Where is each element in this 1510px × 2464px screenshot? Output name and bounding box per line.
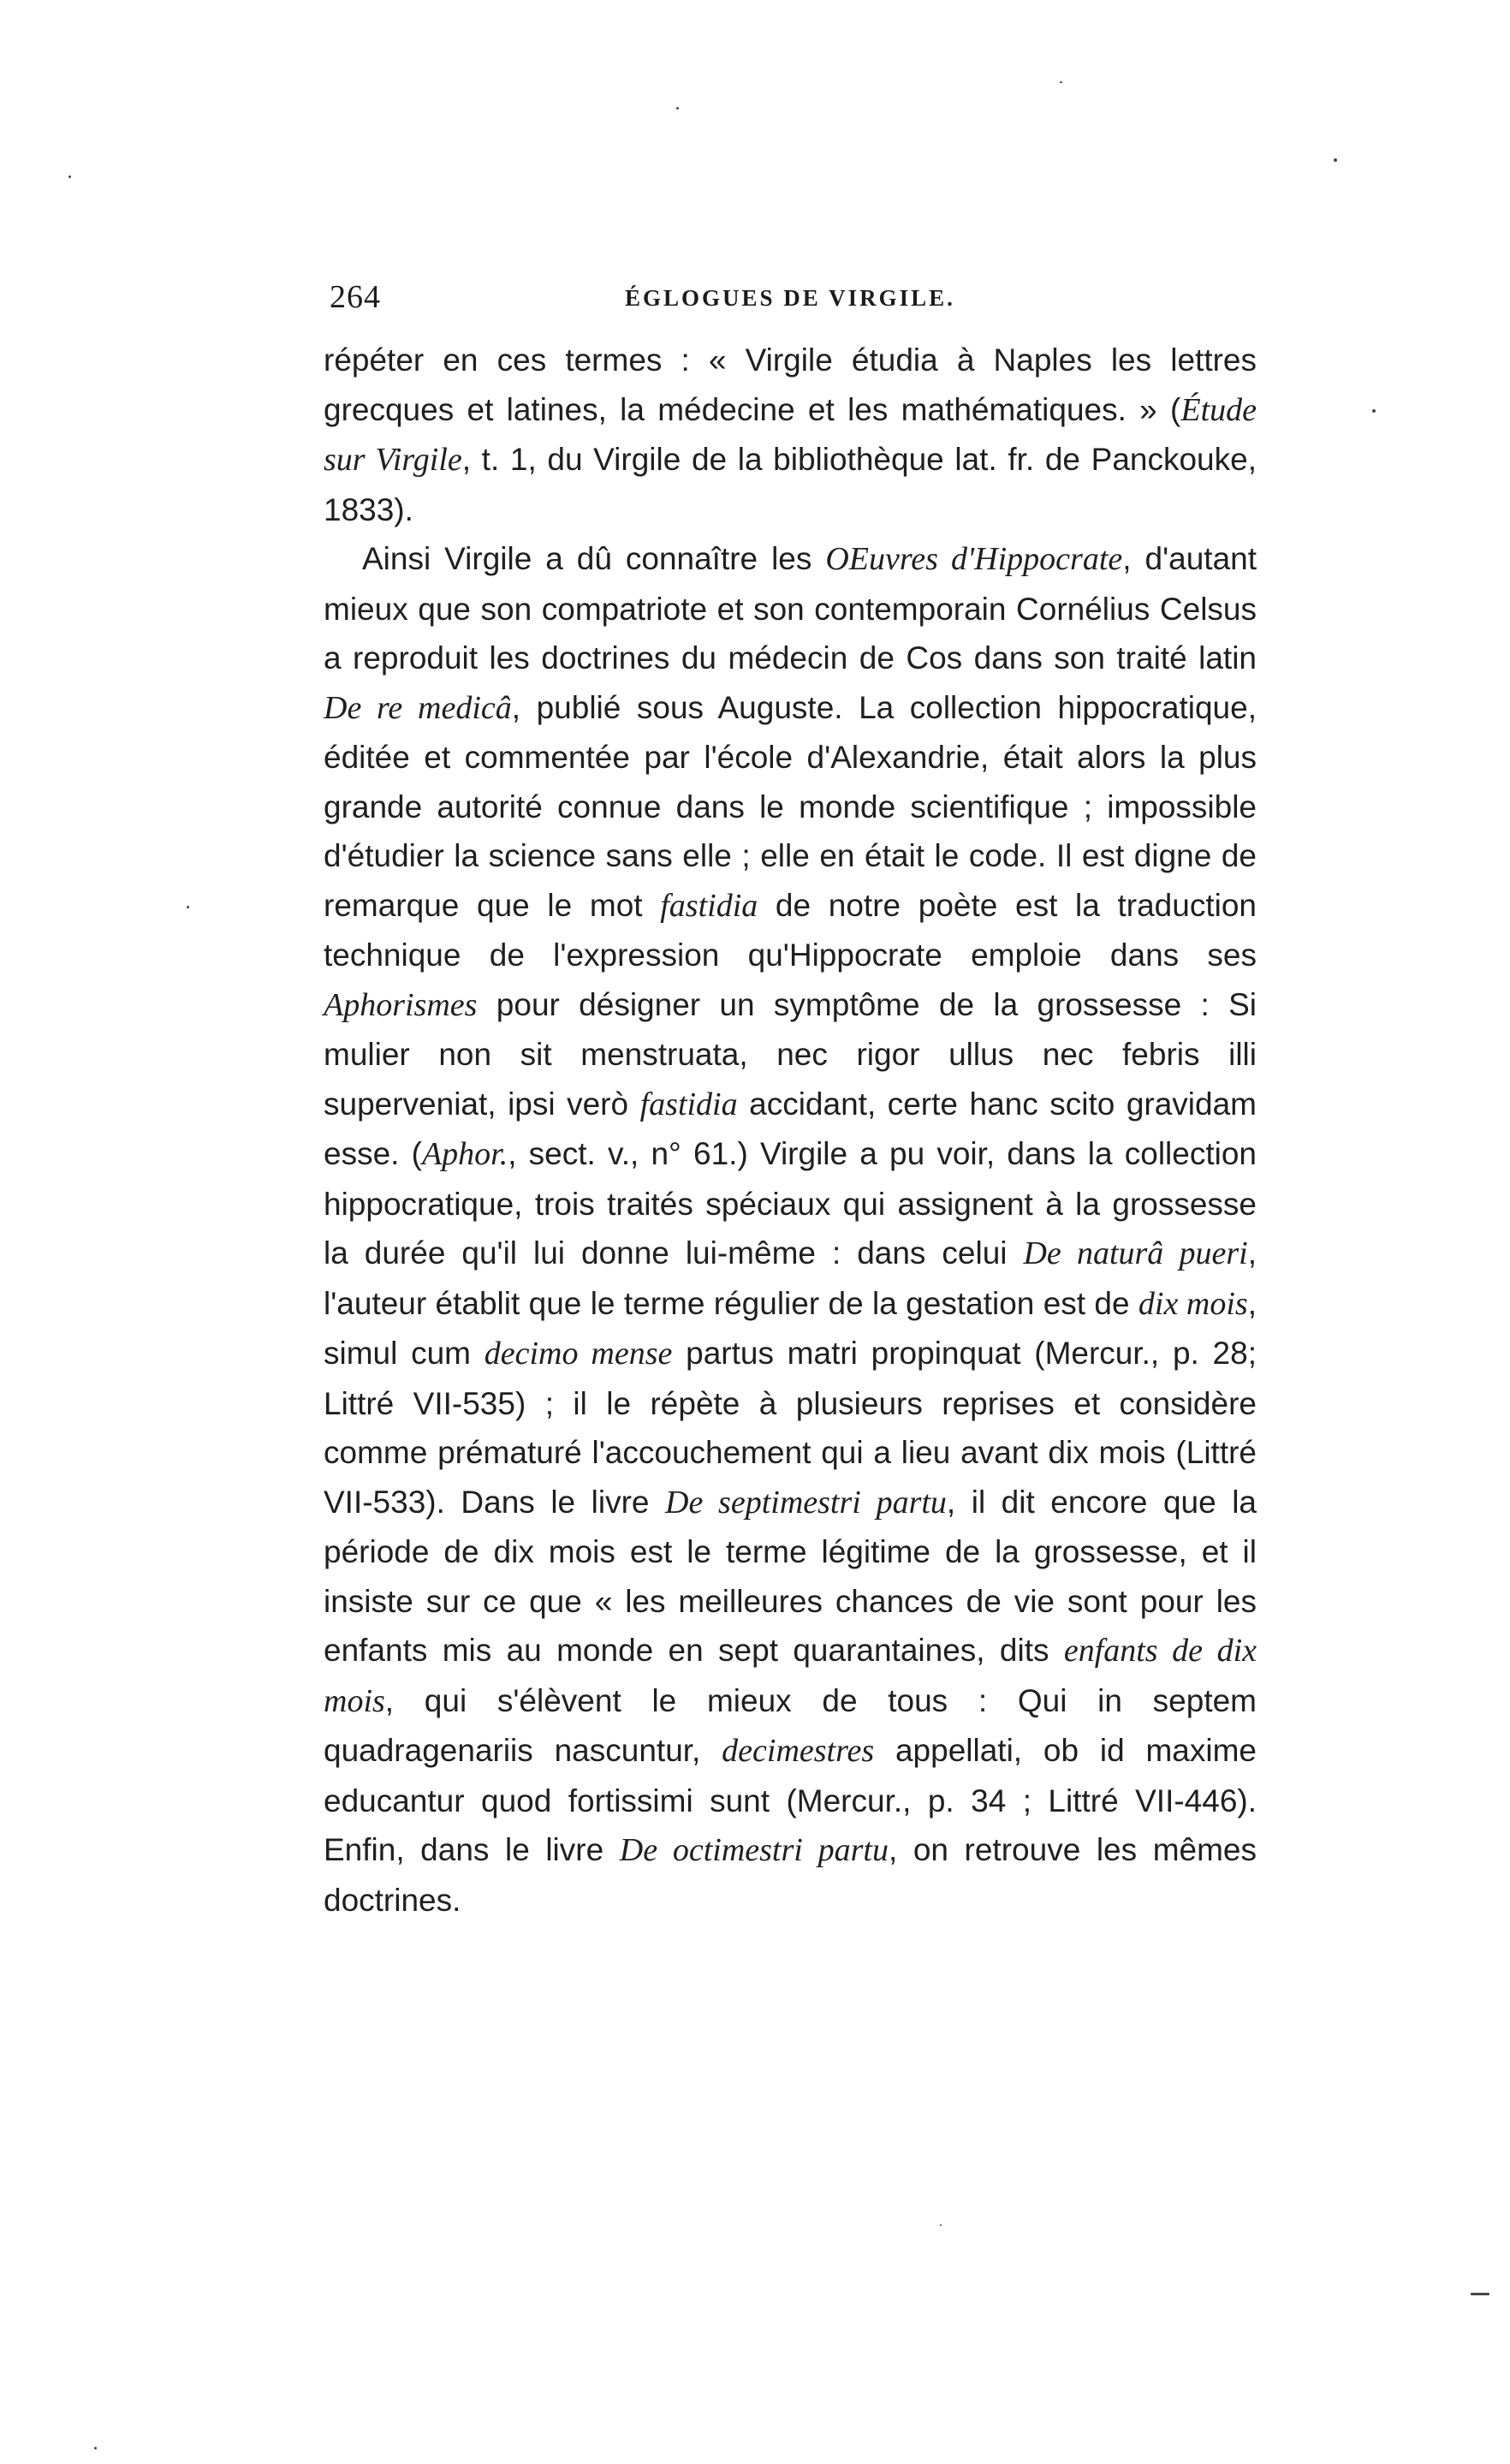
scan-speck [1334, 158, 1337, 162]
term-fastidia: fastidia [660, 887, 758, 924]
term-decimo-mense: decimo mense [484, 1336, 673, 1372]
scan-speck [1471, 2293, 1489, 2295]
title-etude-sur-virgile: Étude sur Virgile [324, 391, 1257, 478]
term-enfants-de-dix-mois: enfants de dix mois [324, 1633, 1257, 1719]
term-decimestres: decimestres [722, 1733, 875, 1769]
scan-speck [187, 906, 189, 908]
running-title: ÉGLOGUES DE VIRGILE. [625, 285, 955, 311]
scan-speck [676, 107, 679, 110]
term-dix-mois: dix mois [1138, 1285, 1248, 1322]
term-fastidia-2: fastidia [639, 1086, 738, 1122]
paragraph-1: répéter en ces termes : « Virgile étudia à Naples les lettres grecques et latines, la médecine et les mathématiques. » (Étude sur Virgile, t. 1, du Virgile de la bibliothèque lat. fr. de Panckouke, 1833). [324, 342, 1257, 527]
title-aphorismes: Aphorismes [324, 986, 478, 1023]
title-oeuvres-hippocrate: OEuvres d'Hippocrate [825, 541, 1123, 577]
ref-aphor: Aphor. [421, 1136, 508, 1172]
page-number: 264 [330, 279, 381, 315]
body-text [324, 336, 1257, 1925]
page-header [330, 278, 1254, 330]
scan-speck [94, 2447, 97, 2449]
title-de-natura-pueri: De naturâ pueri [1023, 1235, 1248, 1271]
title-de-re-medica: De re medicâ [324, 689, 512, 726]
paragraph-2: Ainsi Virgile a dû connaître les OEuvres d'Hippocrate, d'autant mieux que son compatriote et son contemporain Cornélius Celsus a reproduit les doctrines du médecin de Cos dans son traité latin De re medicâ, publié sous Auguste. La collection hippocratique, éditée et commentée par l'école d'Alexandrie, était alors la plus grande autorité connue dans le monde scientifique ; impossible d'étudier la science sans elle ; elle en était le code. Il est digne de remarque que le mot fastidia de notre poète est la traduction technique de l'expression qu'Hippocrate emploie dans ses Aphorismes pour désigner un symptôme de la grossesse : Si mulier non sit menstruata, nec rigor ullus nec febris illi superveniat, ipsi verò fastidia accidant, certe hanc scito gravidam esse. (Aphor., sect. v., n° 61.) Virgile a pu voir, dans la collection hippocratique, trois traités spéciaux qui assignent à la grossesse la durée qu'il lui donne lui-même : dans celui De naturâ pueri, l'auteur établit que le terme régulier de la gestation est de dix mois, simul cum decimo mense partus matri propinquat (Mercur., p. 28; Littré VII-535) ; il le répète à plusieurs reprises et considère comme prématuré l'accouchement qui a lieu avant dix mois (Littré VII-533). Dans le livre De septimestri partu, il dit encore que la période de dix mois est le terme légitime de la grossesse, et il insiste sur ce que « les meilleures chances de vie sont pour les enfants mis au monde en sept quarantaines, dits enfants de dix mois, qui s'élèvent le mieux de tous : Qui in septem quadragenariis nascuntur, decimestres appellati, ob id maxime educantur quod fortissimi sunt (Mercur., p. 34 ; Littré VII-446). Enfin, dans le livre De octimestri partu, on retrouve les mêmes doctrines. [324, 541, 1257, 1918]
scan-speck [68, 176, 71, 178]
title-de-septimestri-partu: De septimestri partu [665, 1484, 947, 1521]
scan-speck [940, 2224, 942, 2226]
scan-speck [1372, 409, 1376, 413]
title-de-octimestri-partu: De octimestri partu [619, 1832, 889, 1868]
scan-speck [1060, 81, 1062, 83]
